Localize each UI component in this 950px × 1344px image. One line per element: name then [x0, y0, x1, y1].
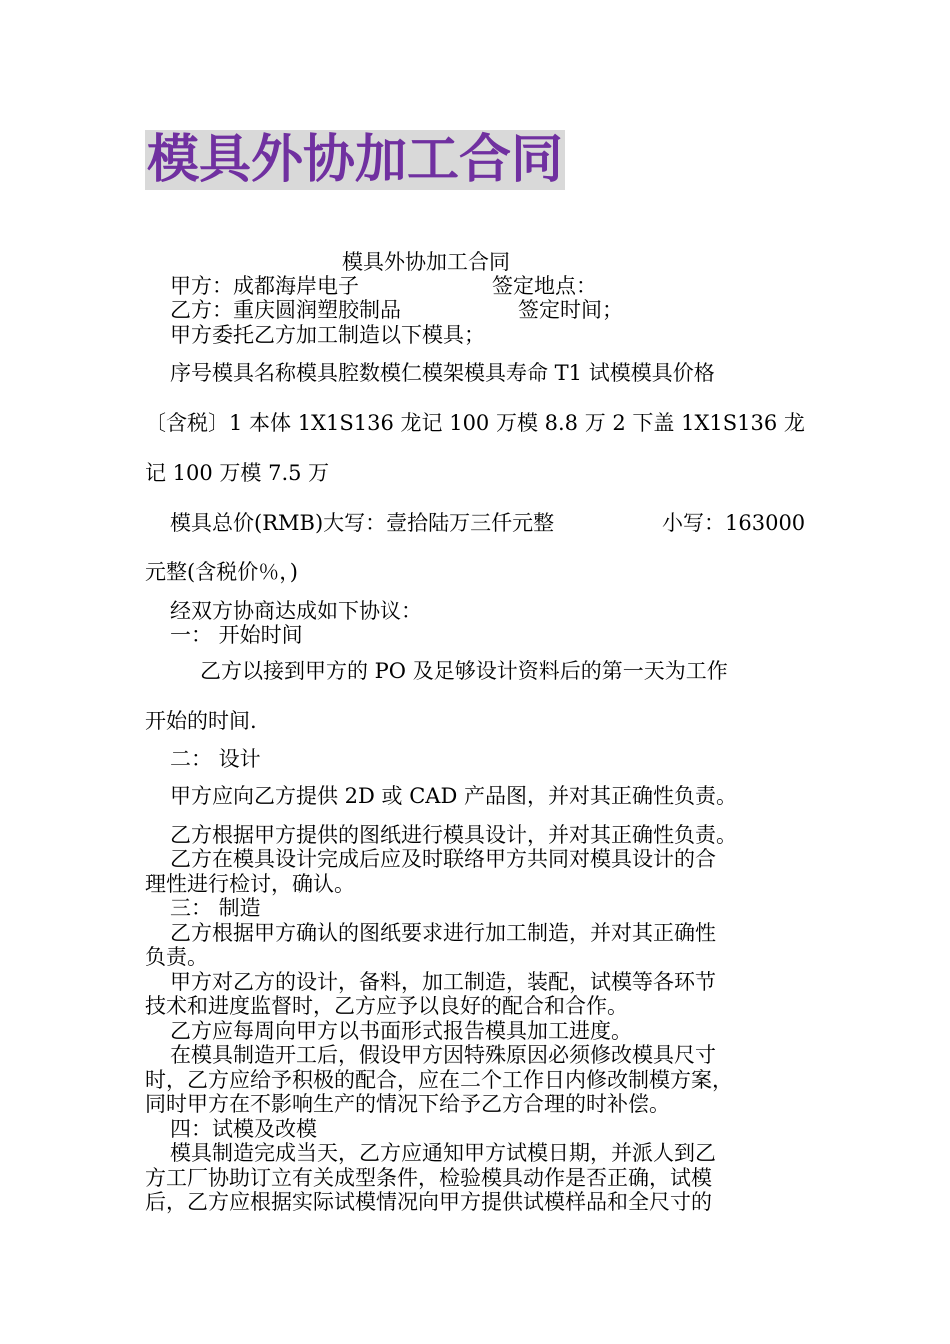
section-3-paragraph-3: 乙方应每周向甲方以书面形式报告模具加工进度。 [170, 1019, 632, 1043]
table-text-line-2: 〔含税〕1 本体 1X1S136 龙记 100 万模 8.8 万 2 下盖 1X1S136 龙 [145, 411, 805, 435]
section-3-paragraph-2-line-2: 技术和进度监督时，乙方应予以良好的配合和合作。 [145, 994, 628, 1018]
intro-line: 甲方委托乙方加工制造以下模具； [170, 323, 485, 347]
sign-time-label: 签定时间； [518, 298, 623, 322]
total-price-upper: 模具总价(RMB)大写：壹拾陆万三仟元整 [170, 511, 555, 535]
party-a-line: 甲方：成都海岸电子 [170, 274, 359, 298]
table-text-line-3: 记 100 万模 7.5 万 [145, 461, 330, 485]
section-3-paragraph-1-line-2: 负责。 [145, 945, 208, 969]
section-4-paragraph-1-line-1: 模具制造完成当天，乙方应通知甲方试模日期，并派人到乙 [170, 1141, 716, 1165]
section-3-paragraph-4-line-3: 同时甲方在不影响生产的情况下给予乙方合理的时补偿。 [145, 1092, 670, 1116]
section-3-paragraph-4-line-2: 时，乙方应给予积极的配合，应在二个工作日内修改制模方案， [145, 1068, 733, 1092]
document-title: 模具外协加工合同 [147, 130, 564, 190]
section-1-paragraph-line-2: 开始的时间. [145, 709, 257, 733]
section-3-paragraph-1-line-1: 乙方根据甲方确认的图纸要求进行加工制造，并对其正确性 [170, 921, 716, 945]
section-4-paragraph-1-line-2: 方工厂协助订立有关成型条件，检验模具动作是否正确，试模 [145, 1166, 712, 1190]
section-1-title: 一： 开始时间 [170, 623, 303, 647]
agreement-intro: 经双方协商达成如下协议： [170, 599, 422, 623]
section-3-paragraph-2-line-1: 甲方对乙方的设计，备料，加工制造，装配，试模等各环节 [170, 970, 716, 994]
contract-subtitle: 模具外协加工合同 [342, 250, 510, 274]
section-3-paragraph-4-line-1: 在模具制造开工后，假设甲方因特殊原因必须修改模具尺寸 [170, 1043, 716, 1067]
section-2-paragraph-3-line-2: 理性进行检讨，确认。 [145, 872, 355, 896]
section-2-paragraph-2: 乙方根据甲方提供的图纸进行模具设计，并对其正确性负责。 [170, 823, 737, 847]
section-1-paragraph-line-1: 乙方以接到甲方的 PO 及足够设计资料后的第一天为工作 [200, 659, 728, 683]
total-price-lower: 小写：163000 [662, 511, 806, 535]
party-b-line: 乙方：重庆圆润塑胶制品 [170, 298, 401, 322]
sign-place-label: 签定地点： [492, 274, 597, 298]
section-4-title: 四：试模及改模 [170, 1117, 317, 1141]
section-4-paragraph-1-line-3: 后，乙方应根据实际试模情况向甲方提供试模样品和全尺寸的 [145, 1190, 712, 1214]
section-2-title: 二： 设计 [170, 747, 261, 771]
total-price-note: 元整(含税价％，) [145, 560, 298, 584]
section-2-paragraph-1: 甲方应向乙方提供 2D 或 CAD 产品图，并对其正确性负责。 [170, 784, 737, 808]
section-2-paragraph-3-line-1: 乙方在模具设计完成后应及时联络甲方共同对模具设计的合 [170, 847, 716, 871]
section-3-title: 三： 制造 [170, 896, 261, 920]
table-text-line-1: 序号模具名称模具腔数模仁模架模具寿命 T1 试模模具价格 [170, 361, 715, 385]
